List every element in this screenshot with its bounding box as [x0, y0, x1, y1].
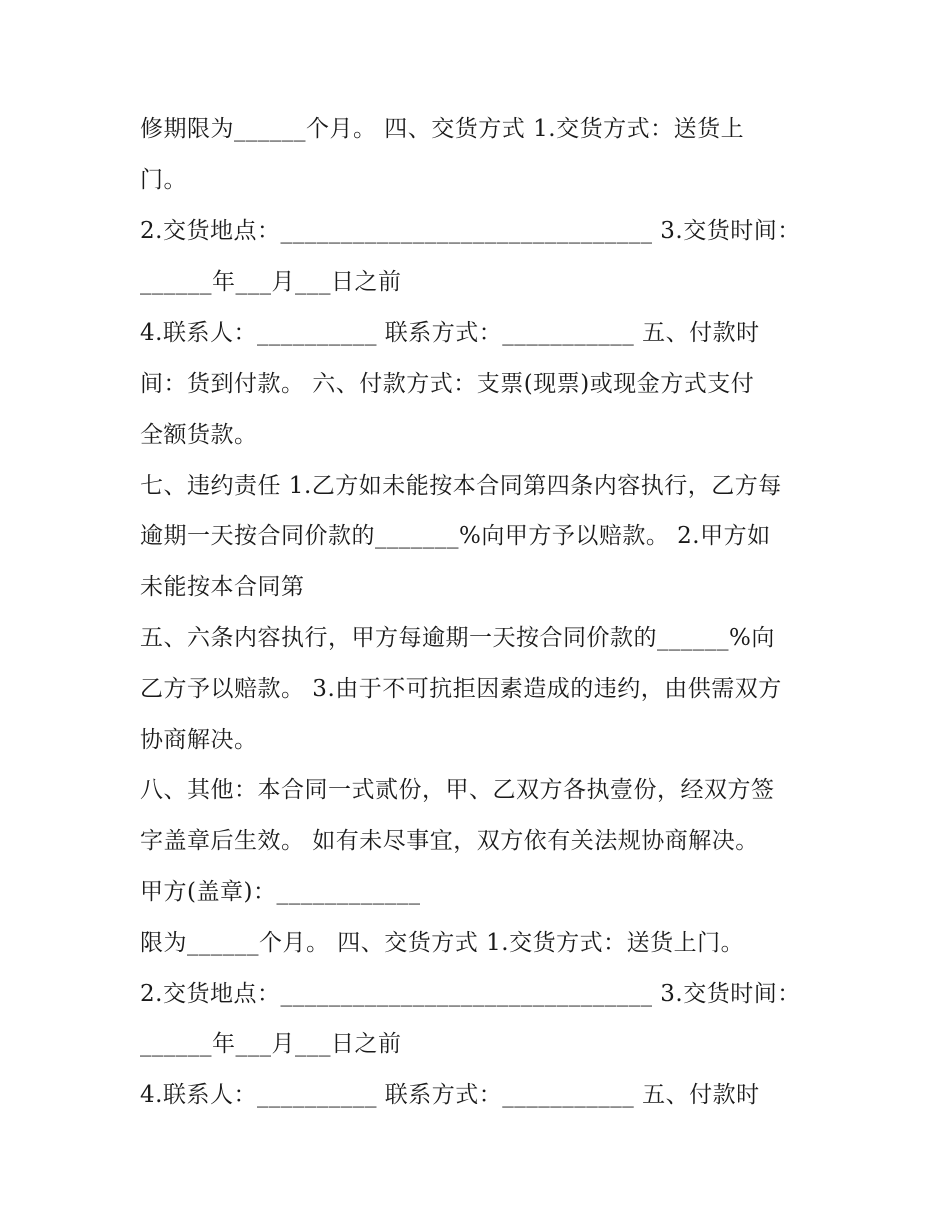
text-line: 修期限为______个月。 四、交货方式 1.交货方式：送货上: [140, 116, 745, 142]
text-line: 八、其他：本合同一式贰份，甲、乙双方各执壹份，经双方签: [140, 777, 775, 803]
text-line: 乙方予以赔款。 3.由于不可抗拒因素造成的违约，由供需双方: [140, 676, 782, 702]
text-line: 未能按本合同第: [140, 574, 305, 600]
text-line: ______年___月___日之前: [140, 269, 402, 295]
text-line: 字盖章后生效。 如有未尽事宜，双方依有关法规协商解决。: [140, 828, 759, 854]
text-line: 协商解决。: [140, 727, 258, 753]
text-line: 限为______个月。 四、交货方式 1.交货方式：送货上门。: [140, 930, 745, 956]
text-line: 间：货到付款。 六、付款方式：支票(现票)或现金方式支付: [140, 371, 755, 397]
text-line: 4.联系人：__________ 联系方式：___________ 五、付款时: [140, 320, 760, 346]
text-line: 甲方(盖章)：____________: [140, 879, 421, 905]
text-line: 2.交货地点：_______________________________ 3.交货时间：: [140, 981, 801, 1007]
text-line: ______年___月___日之前: [140, 1031, 402, 1057]
text-line: 七、违约责任 1.乙方如未能按本合同第四条内容执行，乙方每: [140, 473, 782, 499]
text-line: 4.联系人：__________ 联系方式：___________ 五、付款时: [140, 1082, 760, 1108]
text-line: 2.交货地点：_______________________________ 3.交货时间：: [140, 218, 801, 244]
text-line: 门。: [140, 167, 187, 193]
text-line: 逾期一天按合同价款的_______%向甲方予以赔款。 2.甲方如: [140, 523, 771, 549]
text-line: 全额货款。: [140, 422, 258, 448]
text-line: 五、六条内容执行，甲方每逾期一天按合同价款的______%向: [140, 625, 775, 651]
